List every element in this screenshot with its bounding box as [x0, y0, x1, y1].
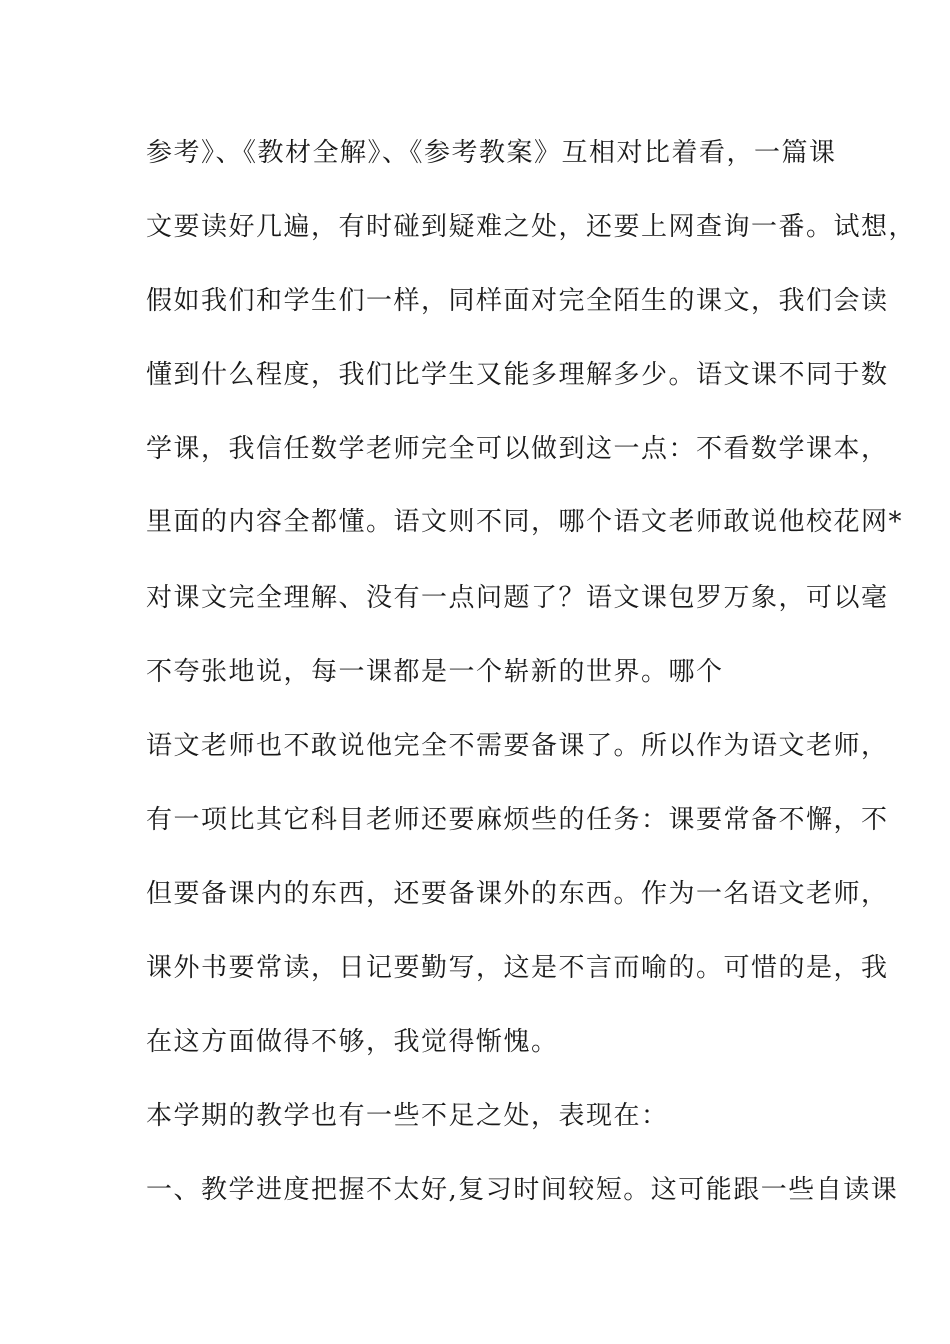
text-line: 但要备课内的东西，还要备课外的东西。作为一名语文老师， [146, 879, 889, 909]
text-line: 本学期的教学也有一些不足之处，表现在： [146, 1101, 669, 1131]
text-line: 懂到什么程度，我们比学生又能多理解多少。语文课不同于数 [146, 360, 889, 390]
text-line: 里面的内容全都懂。语文则不同，哪个语文老师敢说他校花网* [146, 507, 904, 537]
text-line: 文要读好几遍，有时碰到疑难之处，还要上网查询一番。试想， [146, 212, 917, 242]
text-line: 语文老师也不敢说他完全不需要备课了。所以作为语文老师， [146, 731, 889, 761]
text-line: 有一项比其它科目老师还要麻烦些的任务：课要常备不懈，不 [146, 805, 889, 835]
text-line: 假如我们和学生们一样，同样面对完全陌生的课文，我们会读 [146, 286, 889, 316]
text-line: 一、教学进度把握不太好,复习时间较短。这可能跟一些自读课 [146, 1175, 899, 1205]
text-line: 不夸张地说，每一课都是一个崭新的世界。哪个 [146, 657, 724, 687]
text-line: 对课文完全理解、没有一点问题了？语文课包罗万象，可以毫 [146, 583, 889, 613]
text-line: 课外书要常读，日记要勤写，这是不言而喻的。可惜的是，我 [146, 953, 889, 983]
text-line: 学课，我信任数学老师完全可以做到这一点：不看数学课本， [146, 434, 889, 464]
text-line: 参考》、《教材全解》、《参考教案》互相对比着看，一篇课 [146, 138, 837, 168]
text-line: 在这方面做得不够，我觉得惭愧。 [146, 1027, 559, 1057]
